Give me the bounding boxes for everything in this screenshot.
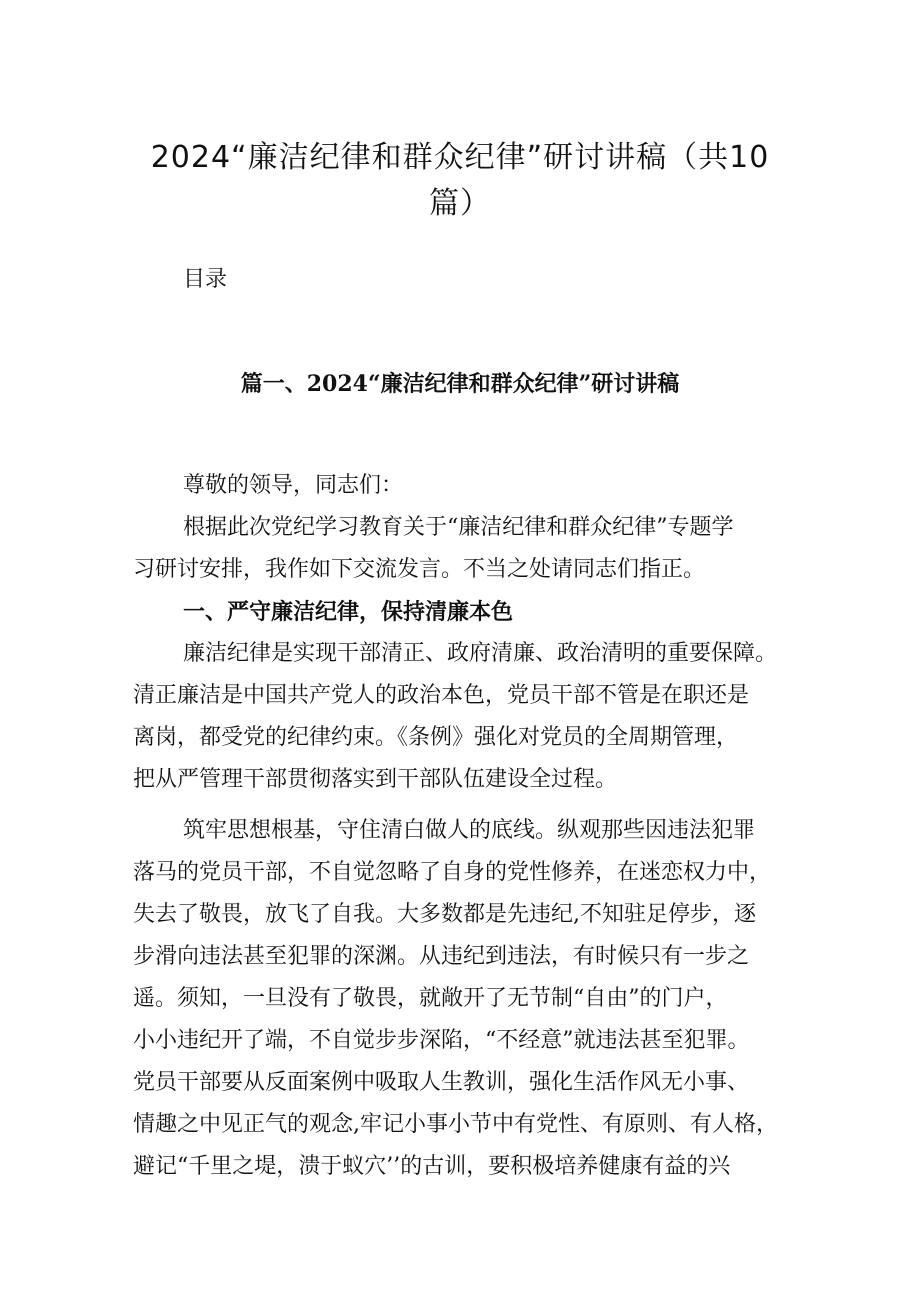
paragraph-line: 把从严管理干部贯彻落实到干部队伍建设全过程。 (133, 767, 618, 792)
paragraph-line: 落马的党员干部，不自觉忽略了自身的党性修养，在迷恋权力中， (133, 860, 772, 885)
salutation-line: 尊敬的领导，同志们： (183, 473, 404, 498)
paragraph-line: 习研讨安排，我作如下交流发言。不当之处请同志们指正。 (133, 557, 706, 582)
paragraph-line: 廉洁纪律是实现干部清正、政府清廉、政治清明的重要保障。 (183, 641, 778, 666)
section-title: 篇一、2024“廉洁纪律和群众纪律”研讨讲稿 (240, 371, 680, 397)
paragraph-line: 避记“千里之堤，溃于蚁穴’’的古训，要积极培养健康有益的兴 (133, 1154, 731, 1179)
paragraph-line: 情趣之中见正气的观念,牢记小事小节中有党性、有原则、有人格， (133, 1112, 778, 1137)
paragraph-line: 步滑向违法甚至犯罪的深渊。从违纪到违法，有时候只有一步之 (133, 944, 750, 969)
paragraph-line: 小小违纪开了端，不自觉步步深陷，“不经意”就违法甚至犯罪。 (133, 1028, 750, 1053)
paragraph-line: 清正廉洁是中国共产党人的政治本色，党员干部不管是在职还是 (133, 683, 750, 708)
paragraph-line: 失去了敬畏，放飞了自我。大多数都是先违纪,不知驻足停步，逐 (133, 902, 756, 927)
paragraph-line: 筑牢思想根基，守住清白做人的底线。纵观那些因违法犯罪 (183, 818, 756, 843)
title-line-2: 篇） (429, 186, 491, 221)
paragraph-line: 遥。须知，一旦没有了敬畏，就敞开了无节制“自由”的门户， (133, 986, 728, 1011)
paragraph-line: 离岗，都受党的纪律约束。《条例》强化对党员的全周期管理， (133, 725, 739, 750)
table-of-contents-label: 目录 (183, 267, 228, 292)
section-heading: 一、严守廉洁纪律，保持清廉本色 (183, 599, 514, 625)
paragraph-line: 根据此次党纪学习教育关于“廉洁纪律和群众纪律”专题学 (183, 515, 734, 540)
paragraph-line: 党员干部要从反面案例中吸取人生教训，强化生活作风无小事、 (133, 1070, 750, 1095)
document-title (130, 135, 790, 227)
title-line-1: 2024“廉洁纪律和群众纪律”研讨讲稿（共10 (150, 140, 770, 175)
